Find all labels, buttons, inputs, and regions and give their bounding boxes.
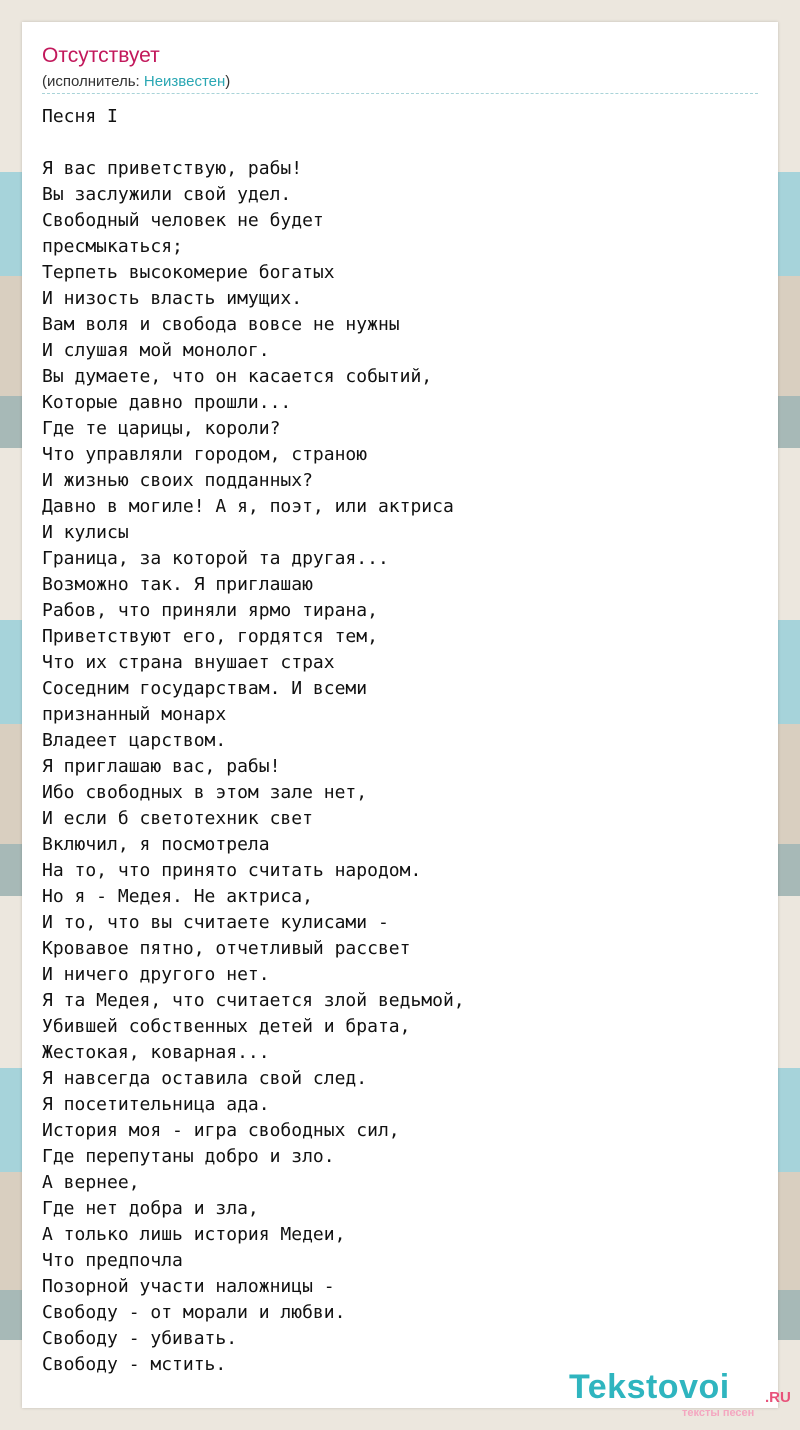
logo-tagline: тексты песен [682,1407,755,1419]
title-divider [42,93,758,94]
site-logo[interactable] [569,1368,795,1424]
song-title: Отсутствует [42,44,160,67]
logo-tld: .RU [765,1389,791,1406]
performer-prefix: (исполнитель: [42,73,144,90]
logo-wordmark: Tekstovoi [569,1368,730,1406]
lyrics-text: Песня I Я вас приветствую, рабы! Вы заслужили свой удел. Свободный человек не будет пресмыкаться; Терпеть высокомерие богатых И низость власть имущих. Вам воля и свобода вовсе не нужны И слушая мой монолог. Вы думаете, что он касается событий, Которые давно прошли... Где те царицы, короли? Что управляли городом, страною И жизнью своих подданных? Давно в могиле! А я, поэт, или актриса И кулисы Граница, за которой та другая... Возможно так. Я приглашаю Рабов, что приняли ярмо тирана, Приветствуют его, гордятся тем, Что их страна внушает страх Соседним государствам. И всеми признанный монарх Владеет царством. Я приглашаю вас, рабы! Ибо свободных в этом зале нет, И если б светотехник свет Включил, я посмотрела На то, что принято считать народом. Но я - Медея. Не актриса, И то, что вы считаете кулисами - Кровавое пятно, отчетливый рассвет И ничего другого нет. Я та Медея, что считается злой ведьмой, Убившей собственных детей и брата, Жестокая, коварная... Я навсегда оставила свой след. Я посетительница ада. История моя - игра свободных сил, Где перепутаны добро и зло. А вернее, Где нет добра и зла, А только лишь история Медеи, Что предпочла Позорной участи наложницы - Свободу - от морали и любви. Свободу - убивать. Свободу - мстить. [42,106,465,1375]
performer-suffix: ) [225,73,231,90]
lyrics-card [22,22,791,1419]
performer-line [42,73,230,90]
performer-link[interactable]: Неизвестен [143,73,226,90]
